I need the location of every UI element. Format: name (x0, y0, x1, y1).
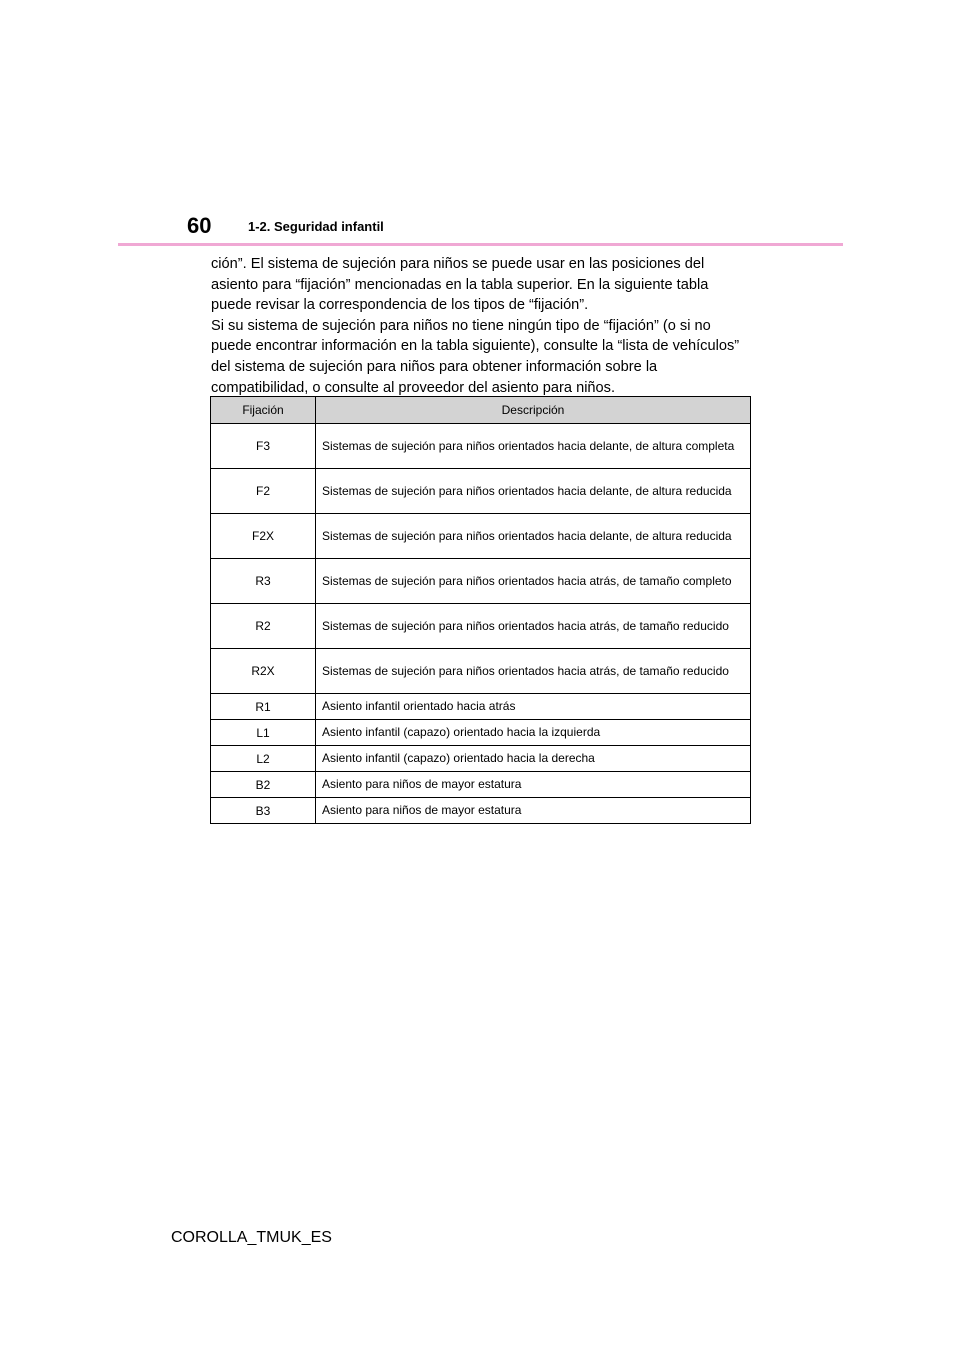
fixation-code: R1 (211, 694, 316, 720)
fixation-code: B2 (211, 772, 316, 798)
paragraph: Si su sistema de sujeción para niños no tiene ningún tipo de “fijación” (o si no puede encontrar información en la tabla siguiente), consulte la “lista de vehículos” del sistema de sujeción para niños para obtener información sobre la compatibilidad, o consulte al proveedor del asiento para niños. (211, 317, 740, 396)
fixation-description: Sistemas de sujeción para niños orientados hacia atrás, de tamaño reducido (316, 649, 751, 694)
footer-model-code: COROLLA_TMUK_ES (171, 1229, 332, 1246)
table-row (211, 746, 751, 772)
section-title: 1-2. Seguridad infantil (248, 219, 384, 234)
table-row (211, 694, 751, 720)
page-number: 60 (187, 213, 212, 238)
table-row (211, 469, 751, 514)
fixation-code: L1 (211, 720, 316, 746)
fixation-code: F3 (211, 424, 316, 469)
fixation-code: R2X (211, 649, 316, 694)
column-header-description: Descripción (316, 397, 751, 424)
fixation-description: Asiento infantil orientado hacia atrás (316, 694, 751, 720)
fixation-description: Sistemas de sujeción para niños orientados hacia delante, de altura completa (316, 424, 751, 469)
fixation-code: R2 (211, 604, 316, 649)
fixation-description: Asiento infantil (capazo) orientado hacia la izquierda (316, 720, 751, 746)
body-text (211, 254, 751, 398)
table-row (211, 798, 751, 824)
fixation-code: B3 (211, 798, 316, 824)
fixation-description: Sistemas de sujeción para niños orientados hacia delante, de altura reducida (316, 514, 751, 559)
fixation-description: Asiento para niños de mayor estatura (316, 798, 751, 824)
fixation-code: L2 (211, 746, 316, 772)
paragraph: ción”. El sistema de sujeción para niños se puede usar en las posiciones del asiento para “fijación” mencionadas en la tabla superior. En la siguiente tabla puede revisar la correspondencia de los tipos de “fijación”. (211, 256, 709, 314)
fixation-code: R3 (211, 559, 316, 604)
column-header-fixation: Fijación (211, 397, 316, 424)
fixation-description: Asiento infantil (capazo) orientado hacia la derecha (316, 746, 751, 772)
table-row (211, 772, 751, 798)
header-rule (118, 243, 843, 246)
fixation-description: Asiento para niños de mayor estatura (316, 772, 751, 798)
table-row (211, 720, 751, 746)
fixation-code: F2 (211, 469, 316, 514)
fixation-description: Sistemas de sujeción para niños orientados hacia delante, de altura reducida (316, 469, 751, 514)
fixation-description: Sistemas de sujeción para niños orientados hacia atrás, de tamaño reducido (316, 604, 751, 649)
fixation-description: Sistemas de sujeción para niños orientados hacia atrás, de tamaño completo (316, 559, 751, 604)
table-row (211, 559, 751, 604)
table-row (211, 604, 751, 649)
table-row (211, 649, 751, 694)
fixation-table (210, 396, 751, 824)
table-header-row (211, 397, 751, 424)
table-row (211, 424, 751, 469)
table-row (211, 514, 751, 559)
fixation-code: F2X (211, 514, 316, 559)
